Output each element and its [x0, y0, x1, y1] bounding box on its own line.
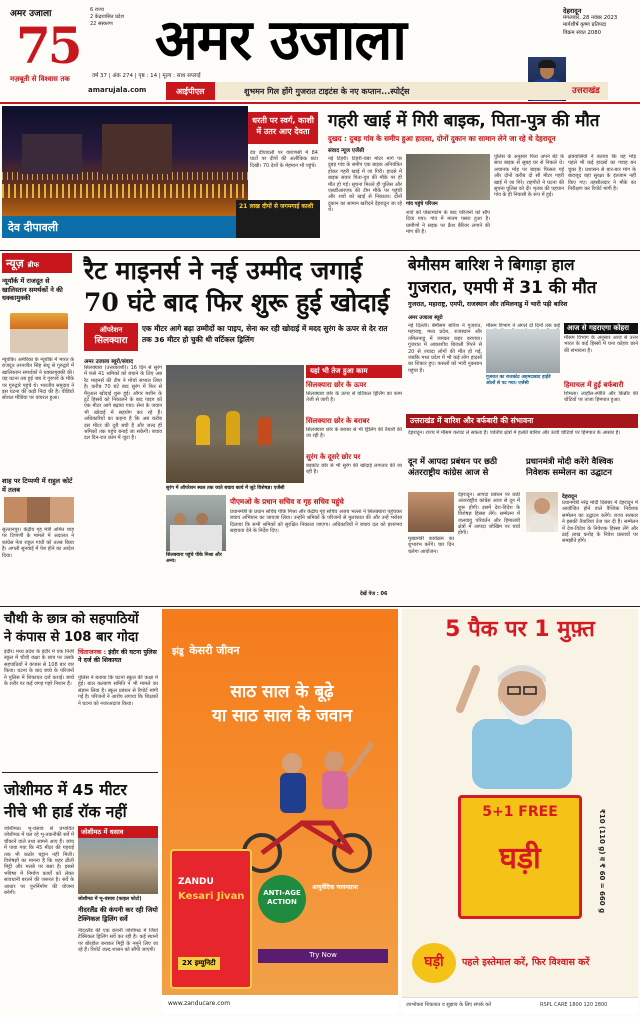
uttarakhand-band: उत्तराखंड में बारिश और बर्फबारी की संभावना [406, 414, 638, 428]
disaster-conference [406, 456, 520, 604]
silkyara-continued[interactable]: देखें पेज : 06 [360, 591, 388, 597]
masthead-title: अमर उजाला [155, 7, 406, 73]
zandu-product: Kesari Jivan [178, 891, 245, 902]
row-divider-2 [0, 606, 640, 607]
silkyara-photo-caption-2: सिलक्यारा पहुंचे पीके मिश्रा और अन्य। [166, 553, 222, 564]
rain-col-1: नई दिल्ली। बेमौसम बारिश ने गुजरात, महाराष्ट्र, मध्य प्रदेश, राजस्थान और तमिलनाडु में जमकर कहर बरपाया। गुजरात में आकाशीय बिजली गिरने से 20 से ज्यादा लोगों की मौत हो गई, जबकि मध्य प्रदेश में भी कई लोग हादसों का शिकार हुए। फसलों को भारी नुकसान पहुंचा है। [408, 323, 482, 374]
zandu-brand-small: झंडू [172, 647, 184, 657]
ghadi-ad[interactable] [402, 609, 638, 1014]
point-1: सिलक्यारा छोर के ऊपर [306, 381, 367, 389]
logo-75 [10, 6, 86, 84]
disaster-text-1: देहरादून। आपदा प्रबंधन पर छठी अंतरराष्ट्रीय कांग्रेस आज से दून में शुरू होगी। इसमें देश-विदेश के विशेषज्ञ हिस्सा लेंगे। सम्मेलन में जलवायु परिवर्तन और हिमालयी क्षेत्रों में आपदा जोखिम पर चर्चा होगी। [458, 492, 520, 537]
zandu-product-pack [170, 849, 252, 989]
deepawali-badge [236, 200, 320, 238]
deepawali-badge-text: 21 लाख दीपों से जगमगाई काशी [239, 203, 314, 210]
rain-headline-2: गुजरात, एमपी में 31 की मौत [408, 278, 597, 298]
ipl-label[interactable]: आईपीएल [166, 82, 215, 100]
ghadi-product-pack [458, 795, 582, 919]
city: देहरादून [563, 7, 582, 15]
ghadi-logo: घड़ी [412, 943, 456, 983]
compass-headline-1: चौथी के छात्र को सहपाठियों [4, 612, 139, 627]
ghadi-offer: 5+1 FREE [482, 804, 558, 820]
accident-photo-caption: गांव पहुंचे परिजन [406, 201, 438, 207]
dev-deepawali-desc: देव दीपावली पर वाराणसी में 84 घाटों पर दीपों की अलौकिक छटा दिखी। 70 देशों के मेहमान भी पहुंचे। [250, 150, 318, 169]
rain-photo [486, 329, 560, 373]
brief-item-1-text: न्यूयॉर्क। अमेरिका के न्यूयॉर्क में भारत के राजदूत तरनजीत सिंह संधू से गुरुद्वारे में खालिस्तान समर्थकों ने धक्कामुक्की की। यह घटना तब हुई जब वे गुरुपर्व के मौके पर गुरुद्वारे पहुंचे थे। भारतीय समुदाय ने इस घटना की कड़ी निंदा की है। वीडियो सोशल मीडिया पर वायरल हुआ। [2, 357, 74, 402]
silkyara-photo-1 [166, 365, 304, 483]
flag-line-3: 22 संस्करण [90, 21, 113, 27]
rain-section [406, 253, 638, 413]
silkyara-section [80, 253, 402, 603]
zandu-headline-2: या साठ साल के जवान [211, 706, 353, 726]
compass-col-1: इंदौर। मध्य प्रदेश के इंदौर में एक निजी स्कूल में चौथी कक्षा के छात्र पर उसके सहपाठियों ने कंपास से 108 बार वार किया। घटना के बाद बच्चे के परिजनों ने पुलिस में शिकायत दर्ज कराई। बच्चे के शरीर पर कई जगह गहरे निशान हैं। [4, 649, 74, 688]
silkyara-tag-1: ऑपरेशन [99, 326, 123, 334]
website-link[interactable]: amarujala.com [88, 86, 147, 94]
news-brief-label-1: न्यूज़ [6, 257, 24, 270]
zandu-pack-text: 2X इम्युनिटी [178, 957, 220, 970]
point-3-text: बड़कोट छोर से भी सुरंग की खोदाई लगातार की जा रही है। [306, 463, 402, 476]
zandu-brand-row [172, 639, 240, 658]
flag-line-2: 2 केंद्रशासित प्रदेश [90, 14, 124, 20]
silkyara-col-1: सिलक्यारा (उत्तरकाशी)। 16 दिन से सुरंग में फंसे 41 श्रमिकों को बचाने के लिए अब रैट माइनर्स की टीम ने मोर्चा संभाल लिया है। करीब 70 घंटे बाद सुरंग में फिर से मैनुअल खोदाई शुरू हुई। ऑगर मशीन के टूटे हिस्सों को निकालने के बाद पाइप को एक मीटर आगे बढ़ाया गया। सेना के जवान भी खोदाई में सहयोग कर रहे हैं। अधिकारियों का कहना है कि अब करीब दस मीटर की दूरी बची है और जल्द ही श्रमिकों तक पहुंच बनाई जा सकेगी। बचाव दल दिन-रात काम में जुटा है। [84, 365, 162, 442]
point-1-text: सिलक्यारा छोर के ऊपर से वर्टिकल ड्रिलिंग का काम तेजी से जारी है। [306, 391, 402, 404]
hindu-date: मार्गशीर्ष कृष्ण प्रतिपदा [563, 22, 607, 29]
news-brief [2, 253, 76, 603]
compass-story [2, 609, 158, 769]
logo-75-number: 75 [16, 16, 80, 75]
brief-item-2-photo [4, 497, 74, 523]
ghadi-man-illustration [442, 649, 602, 789]
disaster-text-2: मुख्यमंत्री कार्यक्रम का शुभारंभ करेंगे। चार दिन चलेगा आयोजन। [408, 536, 454, 555]
disaster-photo [408, 492, 454, 532]
ghadi-headline: 5 पैक पर 1 मुफ़्त [445, 617, 595, 642]
zandu-ad[interactable] [162, 609, 398, 1014]
silkyara-byline: अमर उजाला ब्यूरो/संवाद [84, 359, 134, 365]
modi-byline: देहरादून [562, 494, 577, 500]
ghadi-footer [402, 997, 638, 1014]
joshimath-subhead: नीदरलैंड की कंपनी कर रही जियो टेक्निकल ड्रिलिंग सर्वे [78, 906, 158, 923]
state-label: उत्तराखंड [572, 86, 600, 96]
row-divider-1 [0, 250, 640, 251]
joshimath-story [2, 772, 158, 1016]
joshimath-photo-caption: जोशीमठ में भू-धंसाव (फाइल फोटो) [78, 897, 142, 902]
modi-headline: प्रधानमंत्री मोदी करेंगे वैश्विक निवेशक सम्मेलन का उद्घाटन [526, 456, 614, 477]
point-2-text: सिलक्यारा छोर के बराबर से भी ड्रिलिंग की तैयारी की जा रही है। [306, 427, 402, 440]
ipl-section [166, 82, 608, 100]
logo-tagline: मज़बूती से विश्वास तक [10, 75, 70, 83]
masthead-divider [0, 102, 640, 104]
edition-info: वर्ष 37 | अंक 274 | पृष्ठ : 14 | मूल्य : साथ सप्लाई [92, 73, 201, 79]
dev-deepawali-caption: देव दीपावली [2, 216, 248, 238]
zandu-tagline: आयुर्वेदिक च्यवनप्राश [312, 884, 358, 891]
silkyara-subhead: एक मीटर आगे बढ़ा उम्मीदों का पाइप, सेना कर रही खोदाई में मदद सुरंग के ऊपर से देर रात तक 36 मीटर हो चुकी थी वर्टिकल ड्रिलिंग [142, 324, 388, 344]
rain-subhead: गुजरात, महाराष्ट्र, एमपी, राजस्थान और तमिलनाडु में भारी पड़ी बारिश [408, 301, 568, 308]
compass-headline-2: ने कंपास से 108 बार गोदा [4, 630, 139, 645]
dev-deepawali-section [0, 106, 320, 248]
modi-text: प्रधानमंत्री नरेंद्र मोदी दिसंबर में देहरादून में आयोजित होने वाले वैश्विक निवेशक सम्मेलन का उद्घाटन करेंगे। राज्य सरकार ने इसकी तैयारियां तेज कर दी हैं। सम्मेलन में देश-विदेश के निवेशक हिस्सा लेंगे और ढाई लाख करोड़ के निवेश प्रस्तावों पर समझौते होंगे। [562, 500, 638, 545]
accident-headline: गहरी खाई में गिरी बाइक, पिता-पुत्र की मौत [328, 111, 600, 131]
ghadi-footer-text: उपभोक्ता शिकायत व सुझाव के लिए संपर्क करें [406, 1002, 492, 1008]
joshimath-top-rule [2, 772, 158, 773]
joshimath-headline-2: नीचे भी हार्ड रॉक नहीं [4, 803, 127, 821]
uttarakhand-text: देहरादून। राज्य में मौसम करवट ले सकता है। पर्वतीय क्षेत्रों में हल्की बारिश और ऊंची चोटियों पर हिमपात के आसार हैं। [408, 430, 621, 436]
disaster-headline: दून में आपदा प्रबंधन पर छठी अंतरराष्ट्रीय कांग्रेस आज से [408, 456, 498, 477]
zandu-headline-1: साठ साल के बूढ़े [230, 682, 334, 702]
compass-sub-label: चिंताजनक : [78, 649, 107, 656]
compass-subhead: इंदौर की घटना पुलिस ने दर्ज की शिकायत [78, 649, 157, 664]
rain-headline-1: बेमौसम बारिश ने बिगाड़ा हाल [408, 256, 575, 274]
dev-deepawali-photo [2, 106, 248, 216]
news-brief-label [2, 253, 72, 273]
flag-line-1: 6 राज्य [90, 7, 104, 13]
ghadi-pack-brand: घड़ी [499, 841, 541, 876]
brief-item-2-head: शाह पर टिप्पणी में राहुल कोर्ट में तलब [2, 477, 73, 494]
pmo-text: प्रधानमंत्री के प्रधान सचिव पीके मिश्रा और केंद्रीय गृह सचिव अजय भल्ला ने सिलक्यारा पहुंचकर बचाव अभियान का जायजा लिया। उन्होंने श्रमिकों के परिजनों से मुलाकात की और उन्हें भरोसा दिलाया कि सभी श्रमिकों को सुरक्षित निकाला जाएगा। अधिकारियों ने बचाव दल को हरसंभव सहायता देने के निर्देश दिए। [230, 509, 402, 535]
logo-small-text: अमर उजाला [10, 9, 52, 19]
date-block [563, 8, 637, 37]
accident-col-4: क्षेत्रवासियों ने बताया कि यह मोड़ पहले भी कई हादसों का गवाह बन चुका है। प्रशासन से बार-बार मांग के बावजूद यहां सुरक्षा के इंतजाम नहीं किए गए। तहसीलदार ने मौके का निरीक्षण कर रिपोर्ट मांगी है। [568, 154, 636, 193]
ghadi-disclaimer: RSPL CARE 1800 120 2800 [540, 1002, 608, 1008]
accident-story [322, 106, 638, 248]
point-3: सुरंग के दूसरे छोर पर [306, 453, 361, 461]
rain-photo-caption: गुजरात का राजकोट अहमदाबाद हाईवे ओलों से पट गया। एजेंसी [486, 375, 551, 386]
brief-item-1-head: न्यूयॉर्क में राजदूत से खालिस्तान समर्थकों ने की धक्कामुक्की [2, 277, 63, 302]
accident-subhead: दुखद : दुबड़ गांव के समीप हुआ हादसा, दोनों दुकान का सामान लेने जा रहे थे देहरादून [328, 134, 556, 143]
silkyara-tag [84, 323, 138, 351]
silkyara-tag-2: सिलक्यारा [94, 336, 128, 346]
zandu-maker: ZANDU [178, 877, 214, 887]
silkyara-photo-caption-1: सुरंग में ऑपरेशन स्थल तक जाते बचाव कार्य में जुटे विशेषज्ञ। एजेंसी [166, 486, 285, 491]
brief-item-2-text: सुल्तानपुर। केंद्रीय गृह मंत्री अमित शाह पर टिप्पणी के मामले में अदालत ने कांग्रेस नेता राहुल गांधी को तलब किया है। अगली सुनवाई में पेश होने का आदेश दिया। [2, 527, 74, 559]
silkyara-headline-1: रैट माइनर्स ने नई उम्मीद जगाई [84, 256, 363, 285]
accident-photo [406, 154, 490, 200]
masthead [0, 0, 640, 102]
fog-text: मौसम विभाग के अनुसार आज से उत्तर भारत के कई हिस्सों में घना कोहरा छाने की संभावना है। [564, 335, 638, 354]
joshimath-col-1: जोशीमठ। भू-धंसाव से प्रभावित जोशीमठ में चल रहे भू-तकनीकी सर्वे में चौंकाने वाले तथ्य सामने आए हैं। जांच में पाया गया कि 45 मीटर की गहराई तक भी कठोर चट्टान नहीं मिली। विशेषज्ञों का मानना है कि शहर ढीली मिट्टी और मलबे पर बसा है। इससे भविष्य में निर्माण कार्यों को लेकर सावधानी बरतने की जरूरत है। सर्वे के आधार पर पुनर्निर्माण की योजना बनेगी। [4, 826, 74, 897]
accident-col-3: पुलिस के अनुसार पिता अपने बेटे के साथ बाइक से सुबह घर से निकले थे। अचानक मोड़ पर बाइक फिसल गई और दोनों करीब दो सौ मीटर गहरी खाई में जा गिरे। राहगीरों ने घटना की सूचना पुलिस को दी। मृतक की पहचान गांव के ही निवासी के रूप में हुई। [494, 154, 564, 199]
modi-event [524, 456, 638, 604]
brief-item-1-photo [10, 313, 68, 353]
fog-head: आज से गहराएगा कोहरा [564, 323, 638, 334]
rain-byline: अमर उजाला ब्यूरो [408, 315, 443, 321]
fast-work-box [306, 365, 402, 485]
news-brief-label-2: ब्रीफ [27, 261, 39, 269]
snow-head: हिमाचल में हुई बर्फबारी [564, 381, 624, 389]
accident-col-2: शवों को पोस्टमार्टम के बाद परिजनों को सौंप दिया गया। गांव में मातम पसरा हुआ है। ग्रामीणों ने सड़क पर क्रैश बैरियर लगाने की मांग की है। [406, 210, 490, 236]
silkyara-headline-2: 70 घंटे बाद फिर शुरू हुई खोदाई [84, 288, 390, 317]
fast-work-label: यहां भी तेज हुआ काम [306, 365, 402, 378]
zandu-strip: Try Now [258, 949, 388, 963]
point-2: सिलक्यारा छोर के बराबर [306, 417, 370, 425]
ipl-headline[interactable]: शुभमन गिल होंगे गुजरात टाइटंस के नए कप्तान...स्पोर्ट्स [244, 87, 410, 96]
zandu-badge: ANTI-AGE ACTION [258, 875, 306, 923]
silkyara-photo-2 [166, 495, 226, 551]
joshimath-photo-label: जोशीमठ में धसाव [78, 826, 158, 838]
compass-sub [78, 649, 158, 665]
ghadi-price: ₹10 (110 g) व ₹ 60 = 660 g [598, 809, 606, 914]
joshimath-col-2: नीदरलैंड की एक कंपनी जोशीमठ में जियो टेक्निकल ड्रिलिंग सर्वे कर रही है। कई स्थानों पर बोरहोल बनाकर मिट्टी के नमूने लिए जा रहे हैं। रिपोर्ट जल्द शासन को सौंपी जाएगी। [78, 928, 158, 954]
pmo-line: पीएमओ के प्रधान सचिव व गृह सचिव पहुंचे [230, 497, 344, 506]
ghadi-tagline: पहले इस्तेमाल करें, फिर विश्वास करें [462, 957, 590, 968]
dev-deepawali-banner: धरती पर स्वर्ग, काशी में उतर आए देवता [248, 112, 318, 144]
accident-byline: संवाद न्यूज एजेंसी [328, 148, 365, 154]
snow-text: शिमला। लाहौल-स्पीति और किन्नौर की चोटियों पर ताजा हिमपात हुआ। [564, 391, 638, 404]
rain-col-2: मौसम विभाग ने अगले दो दिनों तक कई [486, 323, 560, 329]
accident-col-1: नई टिहरी। टिहरी-चंबा मोटर मार्ग पर दुबड़ गांव के समीप एक बाइक अनियंत्रित होकर गहरी खाई में जा गिरी। हादसे में बाइक सवार पिता-पुत्र की मौके पर ही मौत हो गई। सूचना मिलते ही पुलिस और एसडीआरएफ की टीम मौके पर पहुंची और शवों को खाई से निकाला। दोनों दुकान का सामान खरीदने देहरादून जा रहे थे। [328, 156, 402, 214]
modi-photo [526, 492, 558, 532]
ribbon-bar [88, 82, 640, 100]
zandu-website[interactable]: www.zanducare.com [168, 1000, 231, 1007]
zandu-footer [162, 995, 398, 1014]
joshimath-headline-1: जोशीमठ में 45 मीटर [4, 781, 127, 799]
flag-lines [90, 7, 150, 28]
date: मंगलवार, 28 नवंबर 2023 [563, 15, 618, 22]
joshimath-photo [78, 838, 158, 894]
compass-col-2: पुलिस ने बताया कि घटना स्कूल की कक्षा में हुई। बाल कल्याण समिति ने भी मामले का संज्ञान लिया है। स्कूल प्रबंधन से रिपोर्ट मांगी गई है। परिजनों ने आरोप लगाया कि शिक्षकों ने घटना को नजरअंदाज किया। [78, 675, 158, 707]
zandu-brand: केसरी जीवन [189, 644, 240, 657]
vikram-samvat: विक्रम संवत 2080 [563, 29, 601, 36]
